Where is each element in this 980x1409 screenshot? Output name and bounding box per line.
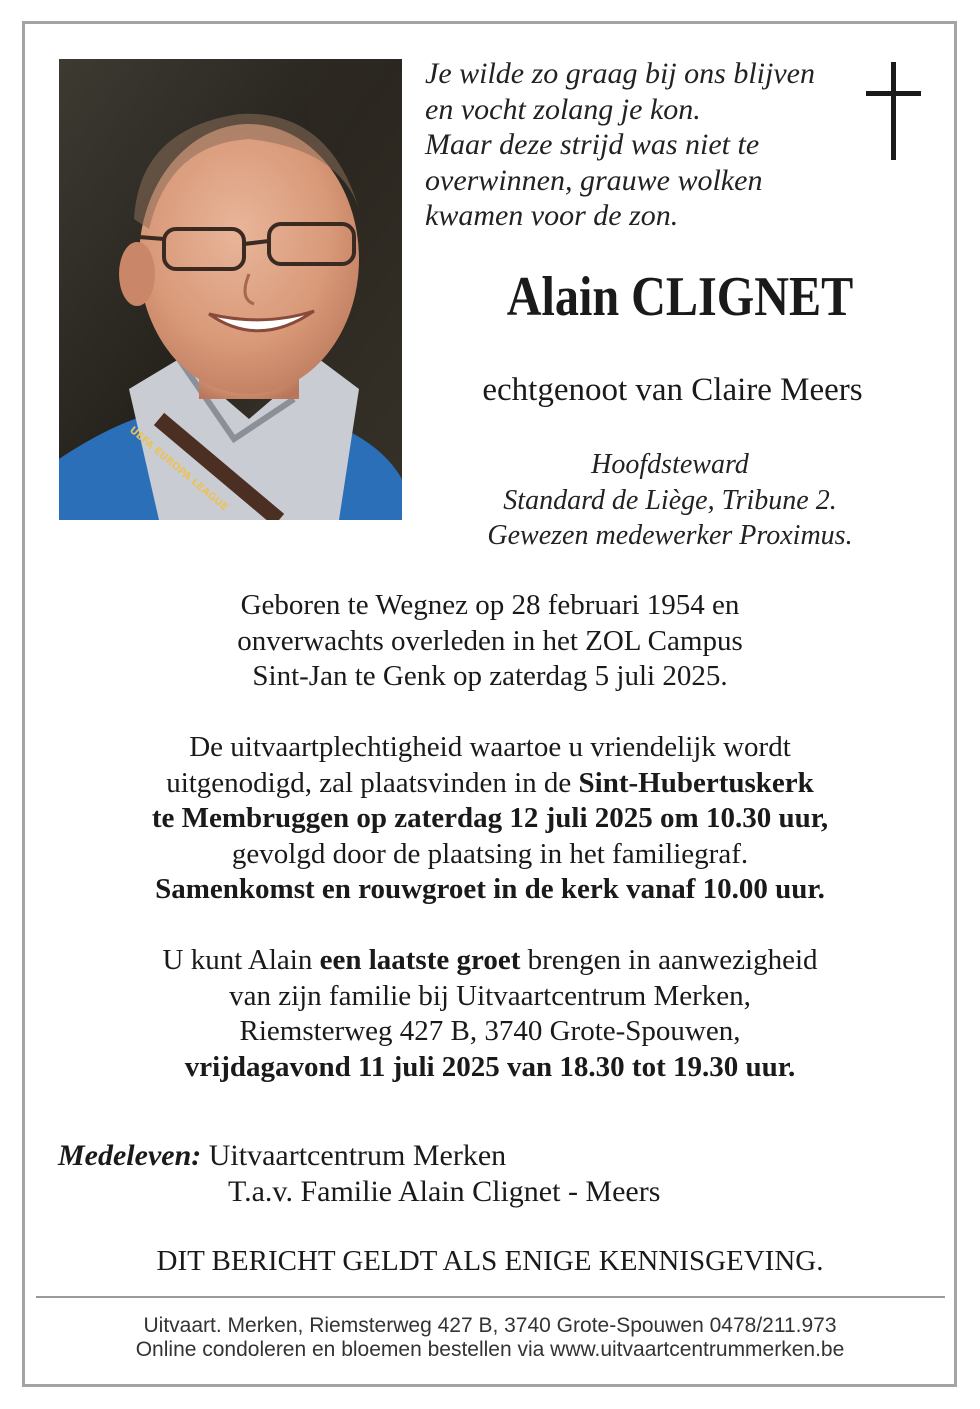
farewell-date-line: vrijdagavond 11 juli 2025 van 18.30 tot 19.30 uur. [184,1050,796,1083]
footer-divider [36,1296,945,1298]
funeral-text: uitgenodigd, zal plaatsvinden in de [166,766,579,799]
roles [440,447,900,554]
sympathy-recipient: Uitvaartcentrum Merken [201,1139,507,1172]
last-greeting: een laatste groet [319,944,521,976]
poem-line: overwinnen, grauwe wolken [425,163,763,197]
church-name: Sint-Hubertuskerk [578,766,814,799]
farewell-line: Riemsterweg 427 B, 3740 Grote-Spouwen, [239,1015,741,1048]
footer [40,1314,940,1362]
birth-line: Sint-Jan te Genk op zaterdag 5 juli 2025. [252,660,728,693]
funeral-paragraph [40,730,940,908]
poem-line: Maar deze strijd was niet te [425,128,760,161]
sympathy-line [58,1138,918,1174]
svg-text:UEFA EUROPA LEAGUE: UEFA EUROPA LEAGUE [127,424,230,514]
spouse-line: echtgenoot van Claire Meers [482,372,863,408]
notice-line: DIT BERICHT GELDT ALS ENIGE KENNISGEVING. [156,1245,824,1277]
sympathy-address [58,1138,918,1210]
poem-line: kwamen voor de zon. [425,199,679,232]
portrait-photo [59,59,402,520]
funeral-line: De uitvaartplechtigheid waartoe u vriendelijk wordt [189,731,791,763]
farewell-text: U kunt Alain [162,944,320,976]
footer-address: Uitvaart. Merken, Riemsterweg 427 B, 3740 Grote-Spouwen 0478/211.973 [143,1314,837,1337]
sympathy-attention: T.a.v. Familie Alain Clignet - Meers [228,1175,661,1208]
birth-death-paragraph [40,588,940,695]
funeral-line [40,766,940,802]
gathering-line: Samenkomst en rouwgroet in de kerk vanaf 10.00 uur. [155,873,825,906]
farewell-text: brengen in aanwezigheid [520,944,818,976]
farewell-line: van zijn familie bij Uitvaartcentrum Merken, [229,979,751,1012]
funeral-date-line: te Membruggen op zaterdag 12 juli 2025 om 10.30 uur, [151,802,829,835]
role-line: Standard de Liège, Tribune 2. [503,484,837,516]
sympathy-label: Medeleven: [58,1139,202,1172]
poem-line: Je wilde zo graag bij ons blijven [425,57,815,90]
birth-line: Geboren te Wegnez op 28 februari 1954 en [240,589,740,621]
poem [425,56,855,234]
deceased-name: Alain CLIGNET [506,266,854,328]
birth-line: onverwachts overleden in het ZOL Campus [237,624,743,657]
cross-icon [863,62,923,160]
footer-online: Online condoleren en bloemen bestellen via www.uitvaartcentrummerken.be [135,1338,845,1361]
poem-line: en vocht zolang je kon. [425,92,701,126]
role-line: Hoofdsteward [591,449,749,480]
funeral-line: gevolgd door de plaatsing in het familiegraf. [231,837,749,870]
farewell-paragraph [40,943,940,1085]
role-line: Gewezen medewerker Proximus. [487,520,853,551]
farewell-line [40,943,940,979]
